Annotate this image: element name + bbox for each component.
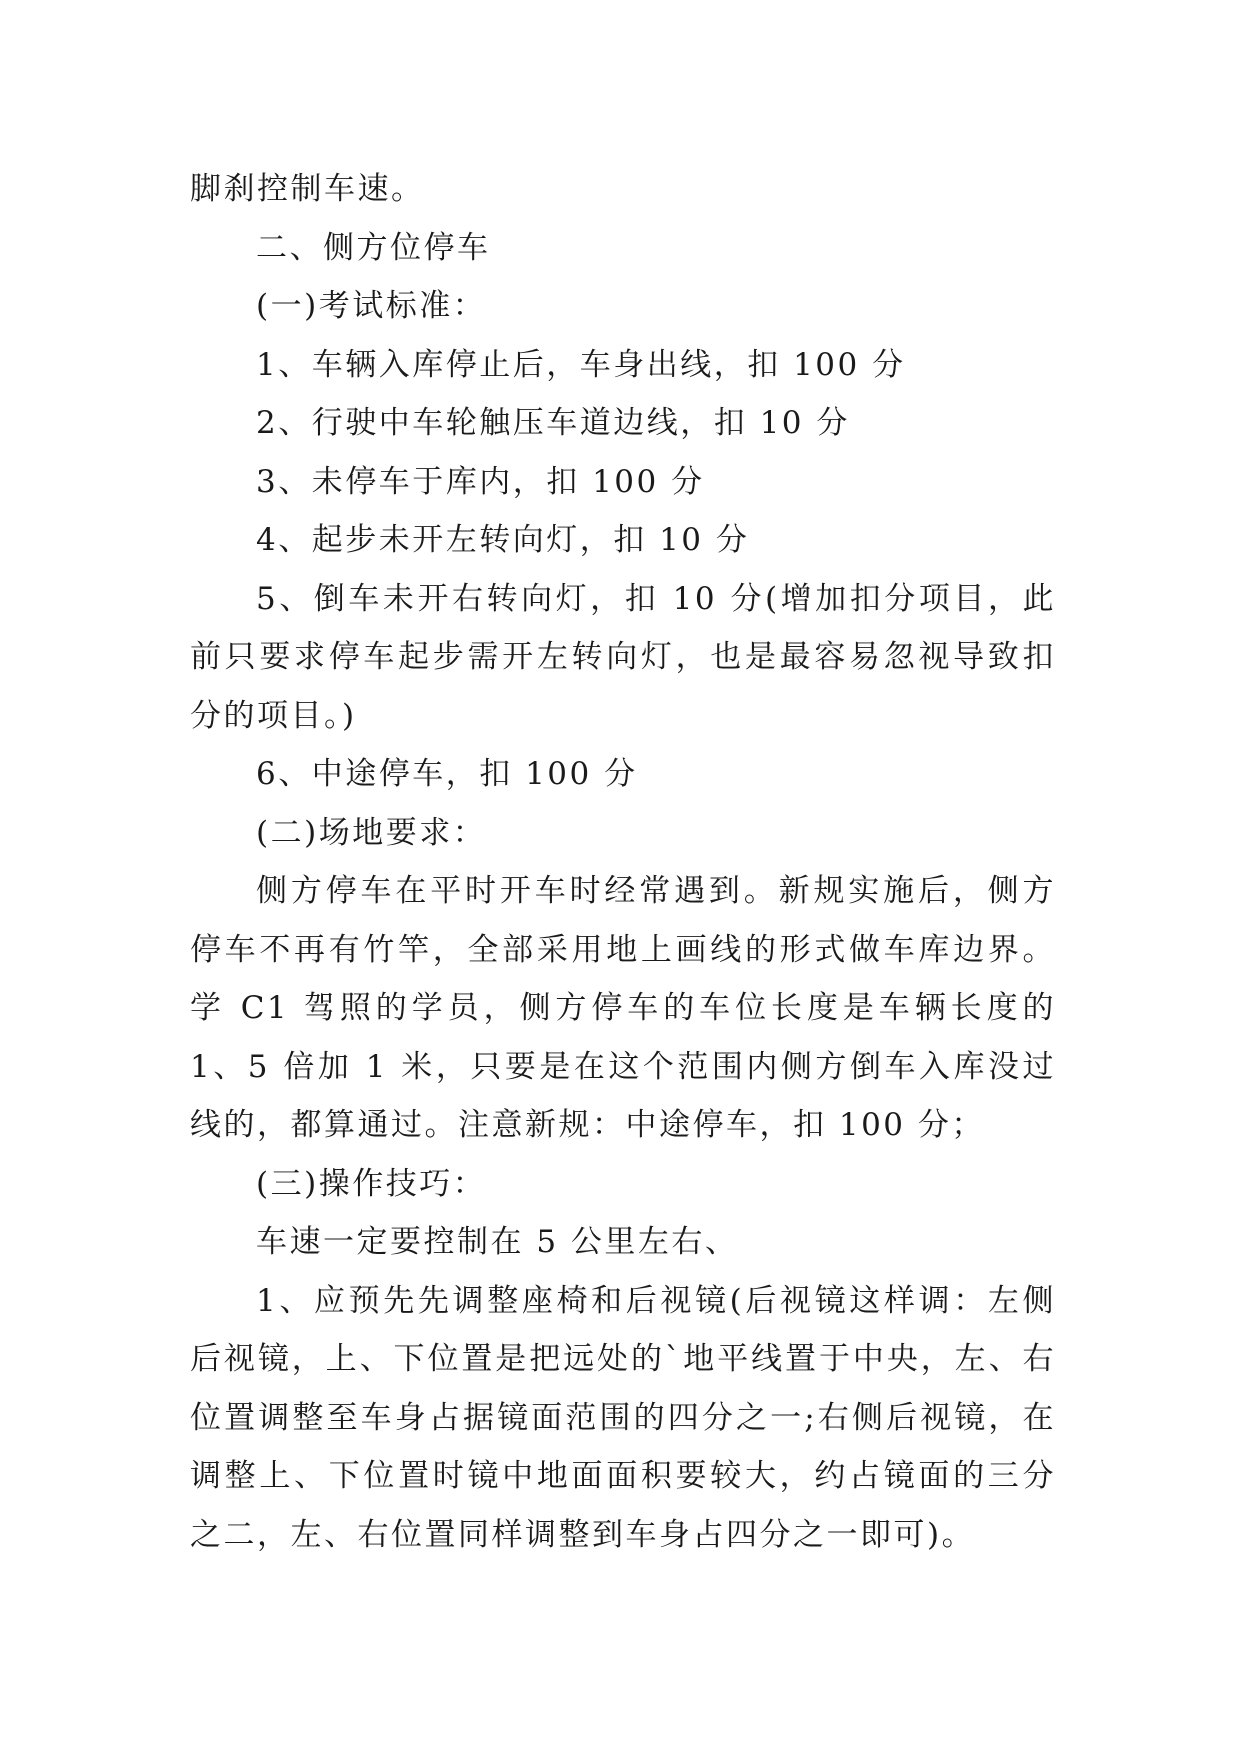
list-item: 2、行驶中车轮触压车道边线，扣 10 分 xyxy=(256,405,850,441)
paragraph-speed-note: 车速一定要控制在 5 公里左右、 xyxy=(256,1224,739,1260)
list-item: 6、中途停车，扣 100 分 xyxy=(256,756,638,792)
section-heading-side-parking: 二、侧方位停车 xyxy=(256,229,491,266)
list-item: 5、倒车未开右转向灯，扣 10 分(增加扣分项目，此前只要求停车起步需开左转向灯，也是最容易忽视导致扣分的项目。) xyxy=(190,580,1056,734)
paragraph-site-description: 侧方停车在平时开车时经常遇到。新规实施后，侧方停车不再有竹竿，全部采用地上画线的形式做车库边界。学 C1 驾照的学员，侧方停车的车位长度是车辆长度的 1、5 倍加 1 米，只要是在这个范围内侧方倒车入库没过线的，都算通过。注意新规：中途停车，扣 100 分； xyxy=(190,873,1056,1143)
paragraph-1: 脚刹控制车速。 xyxy=(190,171,425,207)
subheading-operation-tips: (三)操作技巧： xyxy=(256,1165,487,1202)
document-body xyxy=(190,160,1056,1564)
subheading-exam-standards: (一)考试标准： xyxy=(256,288,487,324)
list-item: 1、车辆入库停止后，车身出线，扣 100 分 xyxy=(256,346,906,383)
list-item: 1、应预先先调整座椅和后视镜(后视镜这样调：左侧后视镜，上、下位置是把远处的`地平线置于中央，左、右位置调整至车身占据镜面范围的四分之一;右侧后视镜，在调整上、下位置时镜中地面面积要较大，约占镜面的三分之二，左、右位置同样调整到车身占四分之一即可)。 xyxy=(190,1282,1056,1553)
list-item: 4、起步未开左转向灯，扣 10 分 xyxy=(256,522,750,558)
list-item: 3、未停车于库内，扣 100 分 xyxy=(256,463,705,500)
subheading-site-requirements: (二)场地要求： xyxy=(256,814,487,851)
